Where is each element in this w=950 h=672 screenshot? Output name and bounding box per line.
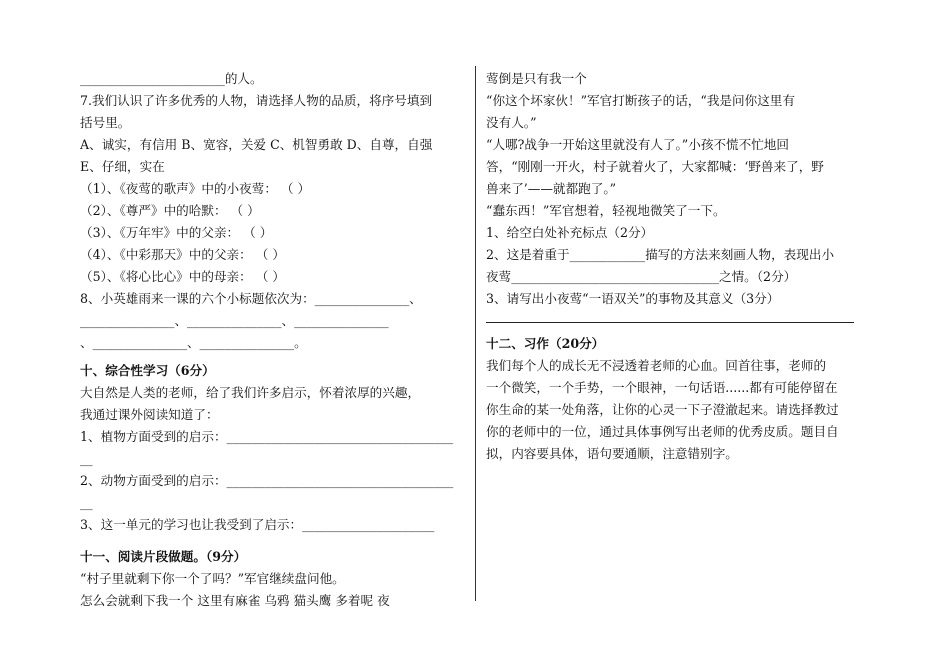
text-line: _______________________的人。 (80, 71, 263, 86)
reading-question-2: 2、这是着重于____________描写的方法来刻画人物，表现出小 (486, 247, 835, 262)
answer-rule (486, 310, 854, 323)
answer-line: 1、植物方面受到的启示：____________________________________ (80, 429, 454, 444)
reading-question-1: 1、给空白处补充标点（2分） (486, 225, 654, 240)
item-line: （1）、《夜莺的歌声》中的小夜莺： （ ） (80, 181, 311, 196)
text-line: 莺倒是只有我一个 (486, 71, 587, 86)
answer-line: 3、这一单元的学习也让我受到了启示：_____________________ (80, 517, 435, 532)
section-10-title: 十、综合性学习（6分） (80, 363, 215, 378)
item-line: （2）、《尊严》中的哈默： （ ） (80, 203, 260, 218)
text-line: 你的老师中的一位，通过具体事例写出老师的优秀皮质。题目自 (486, 424, 839, 439)
text-line: 没有人。” (486, 115, 537, 130)
text-line: 拟，内容要具体，语句要通顺，注意错别字。 (486, 446, 738, 461)
reading-question-3: 3、请写出小夜莺“一语双关”的事物及其意义（3分） (486, 291, 780, 306)
text-line: “村子里就剩下你一个了吗？”军官继续盘问他。 (80, 571, 345, 586)
answer-line: __ (80, 451, 93, 466)
options-line: E、仔细，实在 (80, 159, 165, 174)
blank-line: 、_______________、_______________。 (80, 335, 307, 350)
text-line: 你生命的某一处角落，让你的心灵一下子澄澈起来。请选择教过 (486, 402, 839, 417)
item-line: （4）、《中彩那天》中的父亲： （ ） (80, 247, 285, 262)
text-line: 我通过课外阅读知道了： (80, 407, 219, 422)
left-column (80, 68, 472, 612)
question-8: 8、小英雄雨来一课的六个小标题依次为：_______________、 (80, 291, 422, 306)
right-column (486, 68, 861, 465)
text-line: 兽来了’——就都跑了。” (486, 181, 617, 196)
answer-line: 2、动物方面受到的启示：____________________________________ (80, 473, 454, 488)
column-divider (475, 66, 476, 601)
text-line: 一个微笑，一个手势，一个眼神，一句话语......都有可能停留在 (486, 380, 838, 395)
section-11-title: 十一、阅读片段做题。（9分） (80, 549, 247, 564)
section-12-title: 十二、习作（20分） (486, 336, 605, 351)
item-line: （5）、《将心比心》中的母亲： （ ） (80, 269, 285, 284)
text-line: “人哪?战争一开始这里就没有人了。”小孩不慌不忙地回 (486, 137, 789, 152)
text-line: 括号里。 (80, 115, 131, 130)
blank-line: _______________、_______________、_______________ (80, 313, 389, 328)
question-7: 7.我们认识了许多优秀的人物，请选择人物的品质，将序号填到 (80, 93, 433, 108)
text-line: “蠢东西！”军官想着，轻视地微笑了一下。 (486, 203, 726, 218)
text-line: “你这个坏家伙！”军官打断孩子的话，“我是问你这里有 (486, 93, 795, 108)
text-line: 答，“刚刚一开火，村子就着火了，大家都喊：‘野兽来了，野 (486, 159, 824, 174)
text-line: 大自然是人类的老师，给了我们许多启示，怀着浓厚的兴趣， (80, 385, 421, 400)
options-line: A、诚实，有信用 B、宽容，关爱 C、机智勇敢 D、自尊，自强 (80, 137, 433, 152)
answer-line: __ (80, 495, 93, 510)
text-line: 怎么会就剩下我一个 这里有麻雀 乌鸦 猫头鹰 多着呢 夜 (80, 593, 390, 608)
item-line: （3）、《万年牢》中的父亲： （ ） (80, 225, 273, 240)
text-line: 夜莺_________________________________之情。（2分） (486, 269, 797, 284)
text-line: 我们每个人的成长无不浸透着老师的心血。回首往事，老师的 (486, 358, 827, 373)
